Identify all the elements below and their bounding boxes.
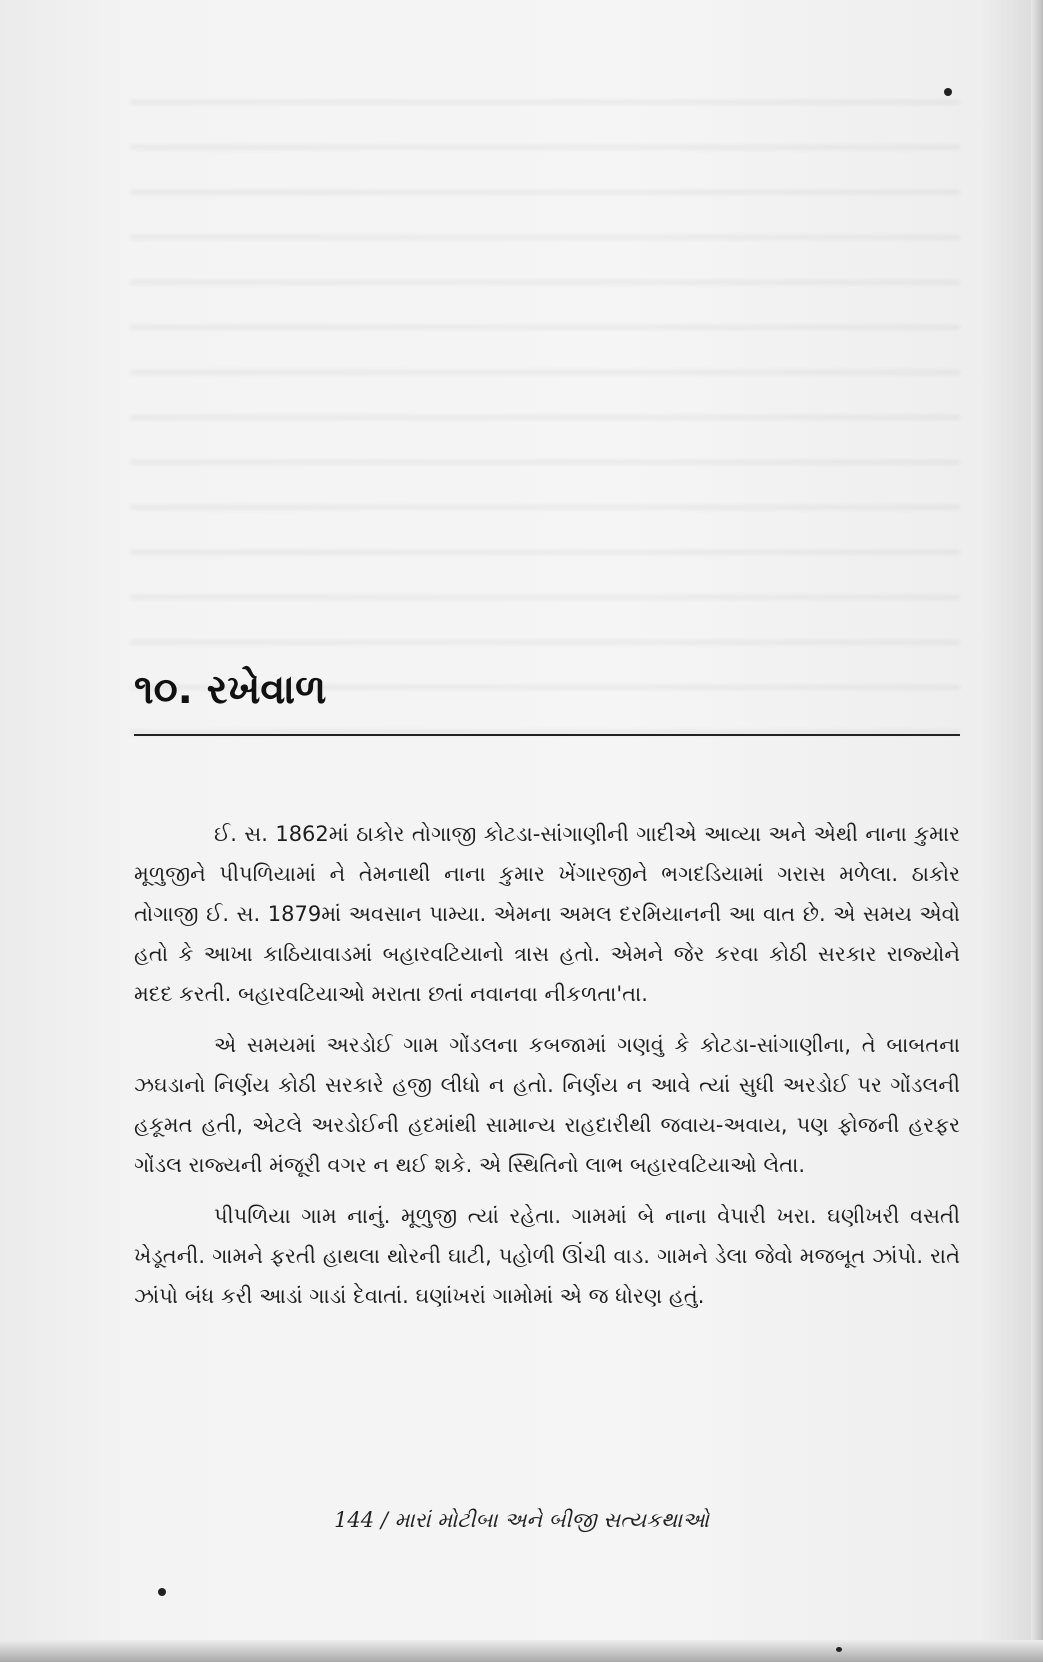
page-edge-right	[1031, 0, 1043, 1662]
paragraph-2: એ સમયમાં અરડોઈ ગામ ગોંડલના કબજામાં ગણવું કે કોટડા-સાંગાણીના, તે બાબતના ઝઘડાનો નિર્ણય કોઠી સરકારે હજી લીધો ન હતો. નિર્ણય ન આવે ત્યાં સુધી અરડોઈ પર ગોંડલની હકૂમત હતી, એટલે અરડોઈની હદમાંથી સામાન્ય રાહદારીથી જવાય-અવાય, પણ ફોજની હરફર ગોંડલ રાજ્યની મંજૂરી વગર ન થઈ શકે. એ સ્થિતિનો લાભ બહારવટિયાઓ લેતા.	[134, 1033, 960, 1177]
paragraph-3: પીપળિયા ગામ નાનું. મૂળુજી ત્યાં રહેતા. ગામમાં બે નાના વેપારી ખરા. ઘણીખરી વસતી ખેડૂતની. ગામને ફરતી હાથલા થોરની ઘાટી, પહોળી ઊંચી વાડ. ગામને ડેલા જેવો મજબૂત ઝાંપો. રાતે ઝાંપો બંધ કરી આડાં ગાડાં દેવાતાં. ઘણાંખરાં ગામોમાં એ જ ધોરણ હતું.	[134, 1204, 960, 1308]
speck-top-right	[944, 88, 952, 96]
chapter-title: ૧૦. રખેવાળ	[134, 667, 327, 713]
title-underline	[134, 734, 960, 736]
page-footer: 144 / મારાં મોટીબા અને બીજી સત્યકથાઓ	[334, 1508, 709, 1532]
speck-bottom-right	[836, 1647, 842, 1652]
paragraph-1: ઈ. સ. 1862માં ઠાકોર તોગાજી કોટડા-સાંગાણીની ગાદીએ આવ્યા અને એથી નાના કુમાર મૂળુજીને પીપળિયામાં ને તેમનાથી નાના કુમાર ખેંગારજીને ભગદડિયામાં ગરાસ મળેલા. ઠાકોર તોગાજી ઈ. સ. 1879માં અવસાન પામ્યા. એમના અમલ દરમિયાનની આ વાત છે. એ સમય એવો હતો કે આખા કાઠિયાવાડમાં બહારવટિયાનો ત્રાસ હતો. એમને જેર કરવા કોઠી સરકાર રાજ્યોને મદદ કરતી. બહારવટિયાઓ મરાતા છતાં નવાનવા નીકળતા'તા.	[134, 822, 960, 1006]
chapter-body	[134, 814, 960, 1327]
page-edge-bottom	[0, 1640, 1043, 1662]
speck-bottom-left	[158, 1588, 166, 1596]
